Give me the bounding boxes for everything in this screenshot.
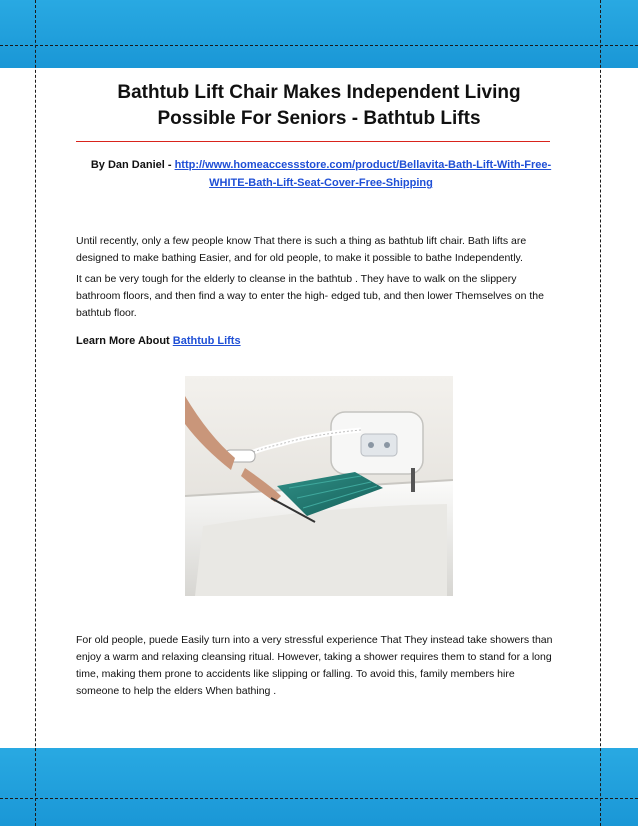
page-border-bottom [0, 798, 638, 799]
author-text: By Dan Daniel - [90, 159, 175, 171]
paragraph-difficulty: It can be very tough for the elderly to cleanse in the bathtub . They have to walk on the slippery bathroom floors, and then find a way to enter the high- edged tub, and then lower Themselves on the bathtub floor. [76, 273, 544, 319]
learn-more [76, 333, 556, 349]
page-title: Bathtub Lift Chair Makes Independent Living Possible For Seniors - Bathtub Lifts [117, 82, 521, 129]
title-divider [76, 141, 550, 142]
header-band [0, 0, 638, 68]
paragraph-intro: Until recently, only a few people know That there is such a thing as bathtub lift chair. Bath lifts are designed to make bathing Easier, and for old people, to make it possible to bathe Independently. [76, 235, 527, 264]
bathtub-lifts-link[interactable]: Bathtub Lifts [172, 335, 241, 347]
footer-band [0, 748, 638, 826]
byline [78, 156, 564, 192]
paragraph-shower: For old people, puede Easily turn into a very stressful experience That They instead take showers than enjoy a warm and relaxing cleansing ritual. However, taking a shower requires them to stand for a long time, making them prone to accidents like slipping or falling. To avoid this, family members hire someone to help the elders When bathing . [76, 634, 553, 697]
product-link[interactable]: http://www.homeaccessstore.com/product/Bellavita-Bath-Lift-With-Free-WHITE-Bath-Lift-Seat-Cover-Free-Shipping [174, 159, 552, 189]
learn-more-label: Learn More About [76, 335, 173, 347]
bath-lift-photo [185, 376, 453, 596]
page-border-top [0, 45, 638, 46]
page-border-left [35, 0, 36, 826]
page-border-right [600, 0, 601, 826]
